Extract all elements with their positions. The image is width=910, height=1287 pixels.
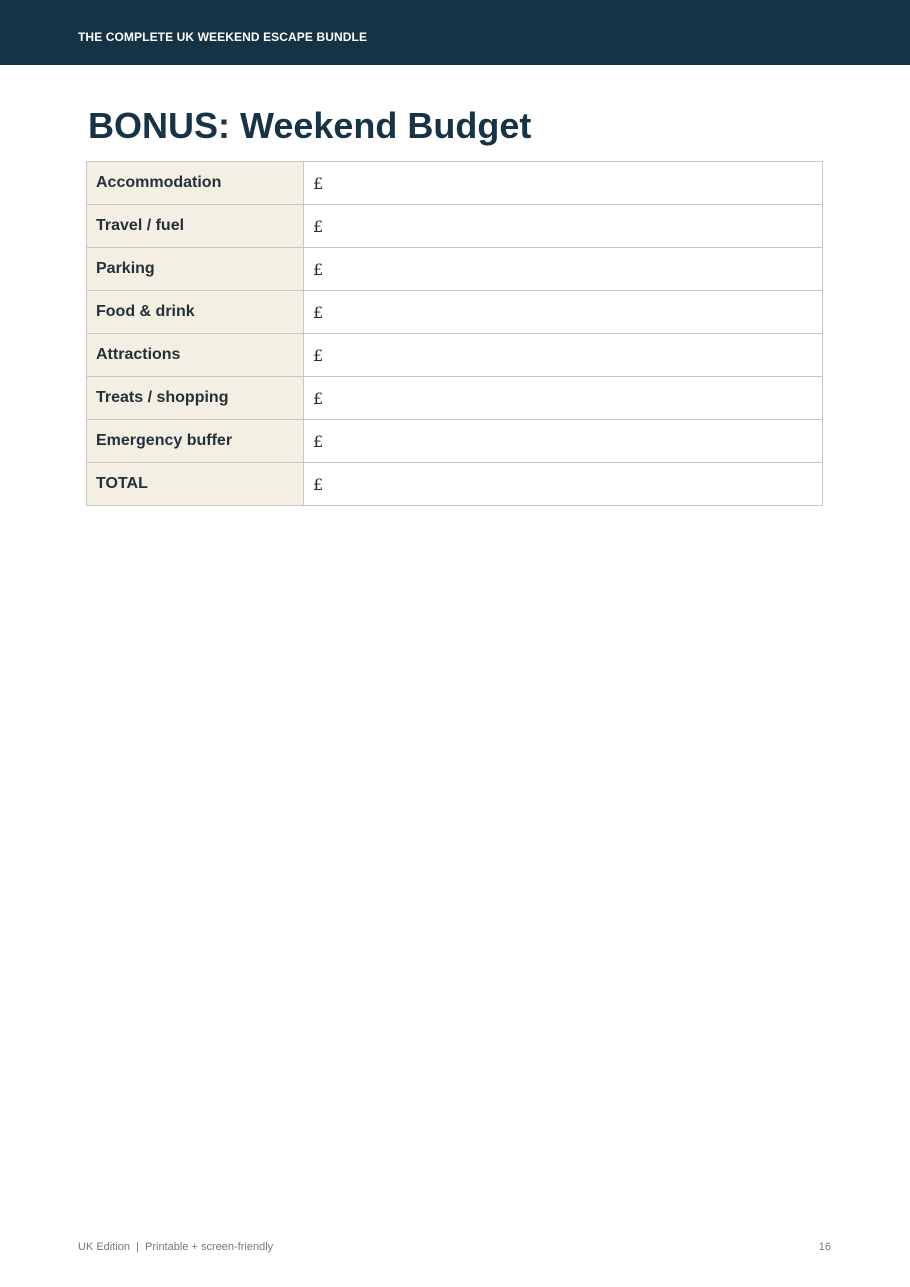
table-row (87, 334, 823, 377)
table-row (87, 205, 823, 248)
header-title: THE COMPLETE UK WEEKEND ESCAPE BUNDLE (78, 30, 368, 44)
row-label-treats-shopping: Treats / shopping (87, 377, 304, 420)
row-value-travel-fuel[interactable]: £ (304, 205, 823, 248)
table-row (87, 248, 823, 291)
footer-edition-label: UK Edition | Printable + screen-friendly (78, 1241, 274, 1253)
row-label-emergency-buffer: Emergency buffer (87, 420, 304, 463)
row-label-accommodation: Accommodation (87, 162, 304, 205)
row-value-treats-shopping[interactable]: £ (304, 377, 823, 420)
row-value-parking[interactable]: £ (304, 248, 823, 291)
row-value-food-drink[interactable]: £ (304, 291, 823, 334)
table-row (87, 291, 823, 334)
row-value-emergency-buffer[interactable]: £ (304, 420, 823, 463)
budget-table (86, 161, 823, 506)
row-value-attractions[interactable]: £ (304, 334, 823, 377)
table-row (87, 162, 823, 205)
row-value-total[interactable]: £ (304, 463, 823, 506)
row-label-total: TOTAL (87, 463, 304, 506)
table-row (87, 420, 823, 463)
row-value-accommodation[interactable]: £ (304, 162, 823, 205)
page-title: BONUS: Weekend Budget (88, 105, 532, 146)
row-label-parking: Parking (87, 248, 304, 291)
row-label-attractions: Attractions (87, 334, 304, 377)
row-label-travel-fuel: Travel / fuel (87, 205, 304, 248)
footer-edition-text (78, 1241, 273, 1254)
row-label-food-drink: Food & drink (87, 291, 304, 334)
table-row (87, 377, 823, 420)
footer-page-number: 16 (818, 1241, 831, 1253)
table-row (87, 463, 823, 506)
header-bar (0, 0, 910, 65)
